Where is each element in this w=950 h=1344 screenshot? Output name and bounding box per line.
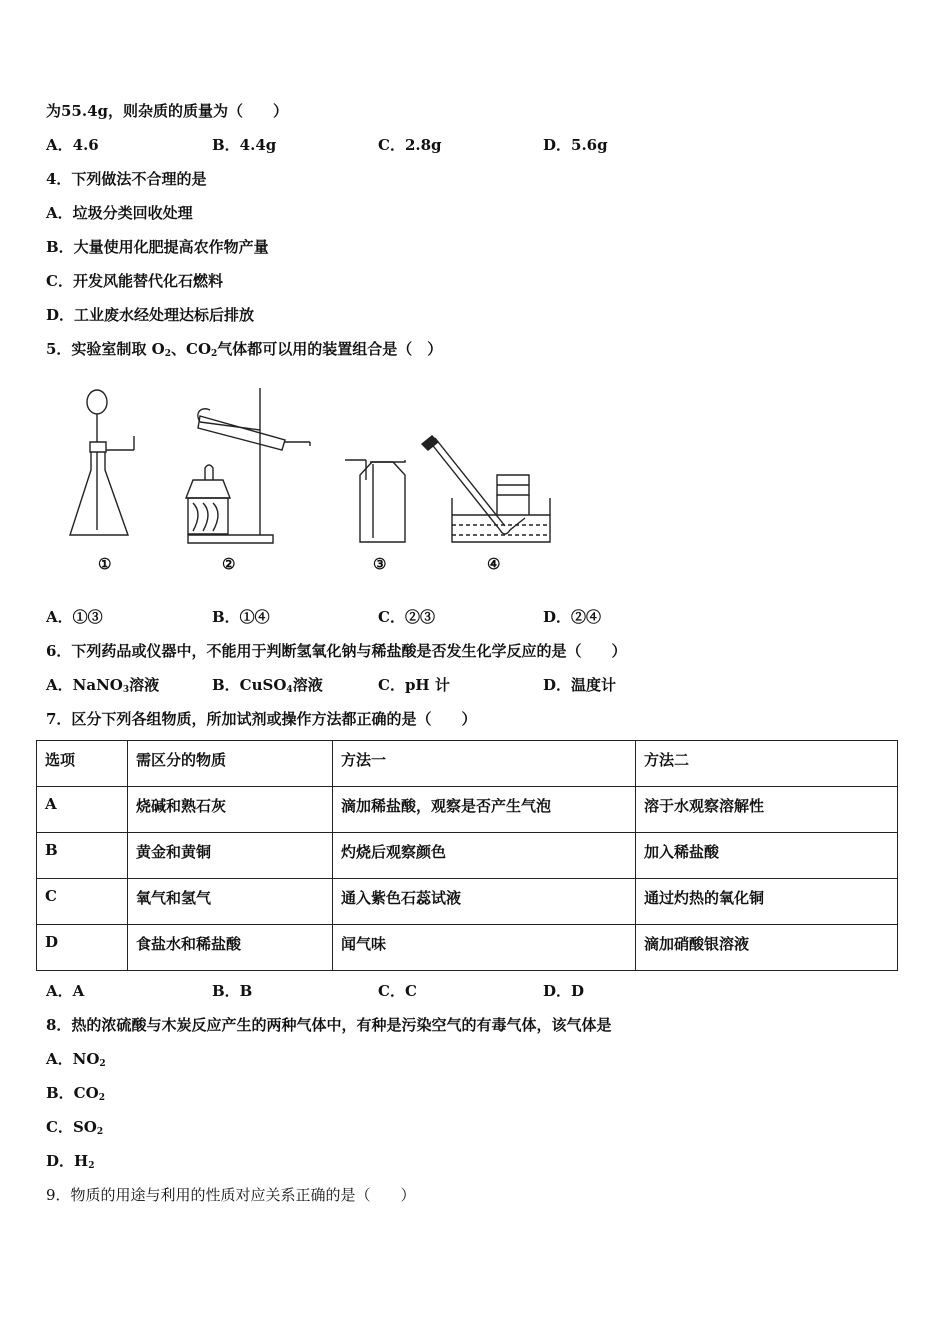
q4-option-b[interactable]: B．大量使用化肥提高农作物产量 [46, 238, 269, 256]
table-row [37, 879, 898, 925]
table-cell: 闻气味 [333, 925, 636, 971]
q5-option-d[interactable]: D．②④ [543, 608, 602, 626]
q7-table [36, 740, 898, 971]
q3-option-d[interactable]: D．5.6g [543, 136, 608, 154]
q8-option-a[interactable]: A．$NO_2$ [46, 1050, 106, 1069]
table-header: 需区分的物质 [128, 741, 333, 787]
q8-option-d[interactable]: D．$H_2$ [46, 1152, 95, 1171]
q5-stem: 5．实验室制取 $O_2$、$CO_2$气体都可以用的装置组合是（ ） [46, 340, 443, 359]
table-cell: 氧气和氢气 [128, 879, 333, 925]
apparatus-1-flask [70, 390, 134, 535]
q4-option-a[interactable]: A．垃圾分类回收处理 [46, 204, 193, 222]
q7-option-a[interactable]: A．A [46, 982, 85, 1000]
apparatus-label-4: ④ [487, 555, 501, 573]
table-row [37, 925, 898, 971]
q5-option-b[interactable]: B．①④ [212, 608, 270, 626]
table-header: 方法二 [636, 741, 898, 787]
q7-option-b[interactable]: B．B [212, 982, 253, 1000]
q8-option-c[interactable]: C．$SO_2$ [46, 1118, 104, 1137]
q6-option-b[interactable]: B．CuSO$_4$溶液 [212, 676, 323, 695]
table-cell: 通过灼热的氧化铜 [636, 879, 898, 925]
apparatus-label-3: ③ [373, 555, 387, 573]
table-cell: B [37, 833, 128, 879]
apparatus-4-trough [422, 436, 550, 542]
table-cell: 通入紫色石蕊试液 [333, 879, 636, 925]
table-header-row [37, 741, 898, 787]
q8-option-b[interactable]: B．$CO_2$ [46, 1084, 105, 1103]
q5-option-a[interactable]: A．①③ [46, 608, 103, 626]
apparatus-label-2: ② [222, 555, 236, 573]
table-cell: 灼烧后观察颜色 [333, 833, 636, 879]
q3-option-c[interactable]: C．2.8g [378, 136, 442, 154]
apparatus-3-bottle [345, 460, 405, 542]
apparatus-2-heating [186, 388, 310, 543]
apparatus-diagram [60, 380, 580, 580]
q6-option-a[interactable]: A．NaNO$_3$溶液 [46, 676, 160, 695]
table-row [37, 787, 898, 833]
table-cell: 加入稀盐酸 [636, 833, 898, 879]
table-row [37, 833, 898, 879]
q4-option-c[interactable]: C．开发风能替代化石燃料 [46, 272, 223, 290]
q7-option-c[interactable]: C．C [378, 982, 417, 1000]
table-header: 方法一 [333, 741, 636, 787]
q6-option-d[interactable]: D．温度计 [543, 676, 617, 694]
q7-stem: 7．区分下列各组物质，所加试剂或操作方法都正确的是（ ） [46, 710, 477, 728]
q3-stem-tail: 为55.4g，则杂质的质量为（ ） [46, 102, 289, 120]
table-cell: 烧碱和熟石灰 [128, 787, 333, 833]
q5-option-c[interactable]: C．②③ [378, 608, 435, 626]
table-cell: 溶于水观察溶解性 [636, 787, 898, 833]
table-cell: A [37, 787, 128, 833]
table-cell: 滴加硝酸银溶液 [636, 925, 898, 971]
table-cell: 黄金和黄铜 [128, 833, 333, 879]
q4-option-d[interactable]: D．工业废水经处理达标后排放 [46, 306, 255, 324]
q6-stem: 6．下列药品或仪器中，不能用于判断氢氧化钠与稀盐酸是否发生化学反应的是（ ） [46, 642, 627, 660]
table-cell: C [37, 879, 128, 925]
q9-stem: 9．物质的用途与利用的性质对应关系正确的是（ ） [46, 1186, 416, 1204]
apparatus-label-1: ① [98, 555, 112, 573]
q3-option-b[interactable]: B．4.4g [212, 136, 277, 154]
q3-option-a[interactable]: A．4.6 [46, 136, 99, 154]
table-cell: 滴加稀盐酸，观察是否产生气泡 [333, 787, 636, 833]
q4-stem: 4．下列做法不合理的是 [46, 170, 207, 188]
q6-option-c[interactable]: C．pH 计 [378, 676, 450, 694]
table-cell: 食盐水和稀盐酸 [128, 925, 333, 971]
q7-option-d[interactable]: D．D [543, 982, 585, 1000]
table-header: 选项 [37, 741, 128, 787]
table-cell: D [37, 925, 128, 971]
q8-stem: 8．热的浓硫酸与木炭反应产生的两种气体中，有种是污染空气的有毒气体，该气体是 [46, 1016, 612, 1034]
